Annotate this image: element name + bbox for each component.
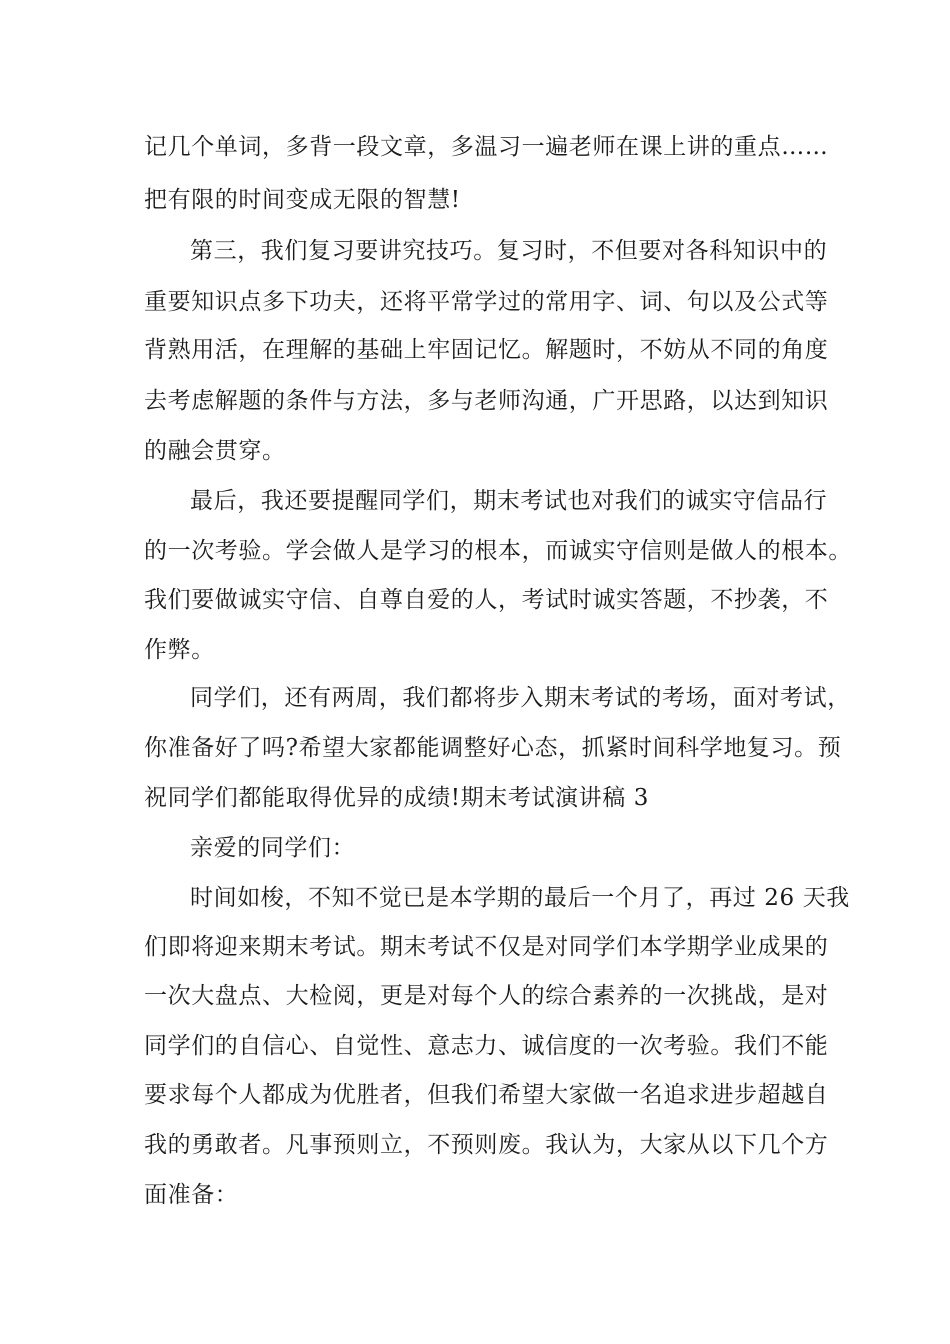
- text-line: 同学们的自信心、自觉性、意志力、诚信度的一次考验。我们不能: [144, 1033, 829, 1059]
- text-line: 把有限的时间变成无限的智慧!: [144, 187, 461, 213]
- text-line: 我们要做诚实守信、自尊自爱的人，考试时诚实答题，不抄袭，不: [144, 587, 829, 613]
- text-line: 你准备好了吗?希望大家都能调整好心态，抓紧时间科学地复习。预: [144, 735, 842, 761]
- paragraph-start: 同学们，还有两周，我们都将步入期末考试的考场，面对考试，: [190, 685, 851, 711]
- text-line: 面准备：: [144, 1182, 239, 1208]
- salutation: 亲爱的同学们：: [190, 835, 356, 861]
- text-line: 祝同学们都能取得优异的成绩!期末考试演讲稿 3: [144, 785, 649, 811]
- text-line: 我的勇敢者。凡事预则立，不预则废。我认为，大家从以下几个方: [144, 1132, 829, 1158]
- text-line: 要求每个人都成为优胜者，但我们希望大家做一名追求进步超越自: [144, 1082, 829, 1108]
- paragraph-start: 最后，我还要提醒同学们，期末考试也对我们的诚实守信品行: [190, 488, 828, 514]
- text-line: 背熟用活，在理解的基础上牢固记忆。解题时，不妨从不同的角度: [144, 337, 829, 363]
- text-line: 作弊。: [144, 637, 215, 663]
- text-line: 们即将迎来期末考试。期末考试不仅是对同学们本学期学业成果的: [144, 934, 829, 960]
- text-line: 记几个单词，多背一段文章，多温习一遍老师在课上讲的重点……: [144, 134, 829, 160]
- text-line: 去考虑解题的条件与方法，多与老师沟通，广开思路，以达到知识: [144, 388, 829, 414]
- text-line: 的一次考验。学会做人是学习的根本，而诚实守信则是做人的根本。: [144, 538, 852, 564]
- text-line: 的融会贯穿。: [144, 438, 286, 464]
- paragraph-start: 时间如梭，不知不觉已是本学期的最后一个月了，再过 26 天我: [190, 885, 850, 911]
- text-line: 一次大盘点、大检阅，更是对每个人的综合素养的一次挑战，是对: [144, 983, 829, 1009]
- text-line: 重要知识点多下功夫，还将平常学过的常用字、词、句以及公式等: [144, 289, 829, 315]
- paragraph-start: 第三，我们复习要讲究技巧。复习时，不但要对各科知识中的: [190, 238, 828, 264]
